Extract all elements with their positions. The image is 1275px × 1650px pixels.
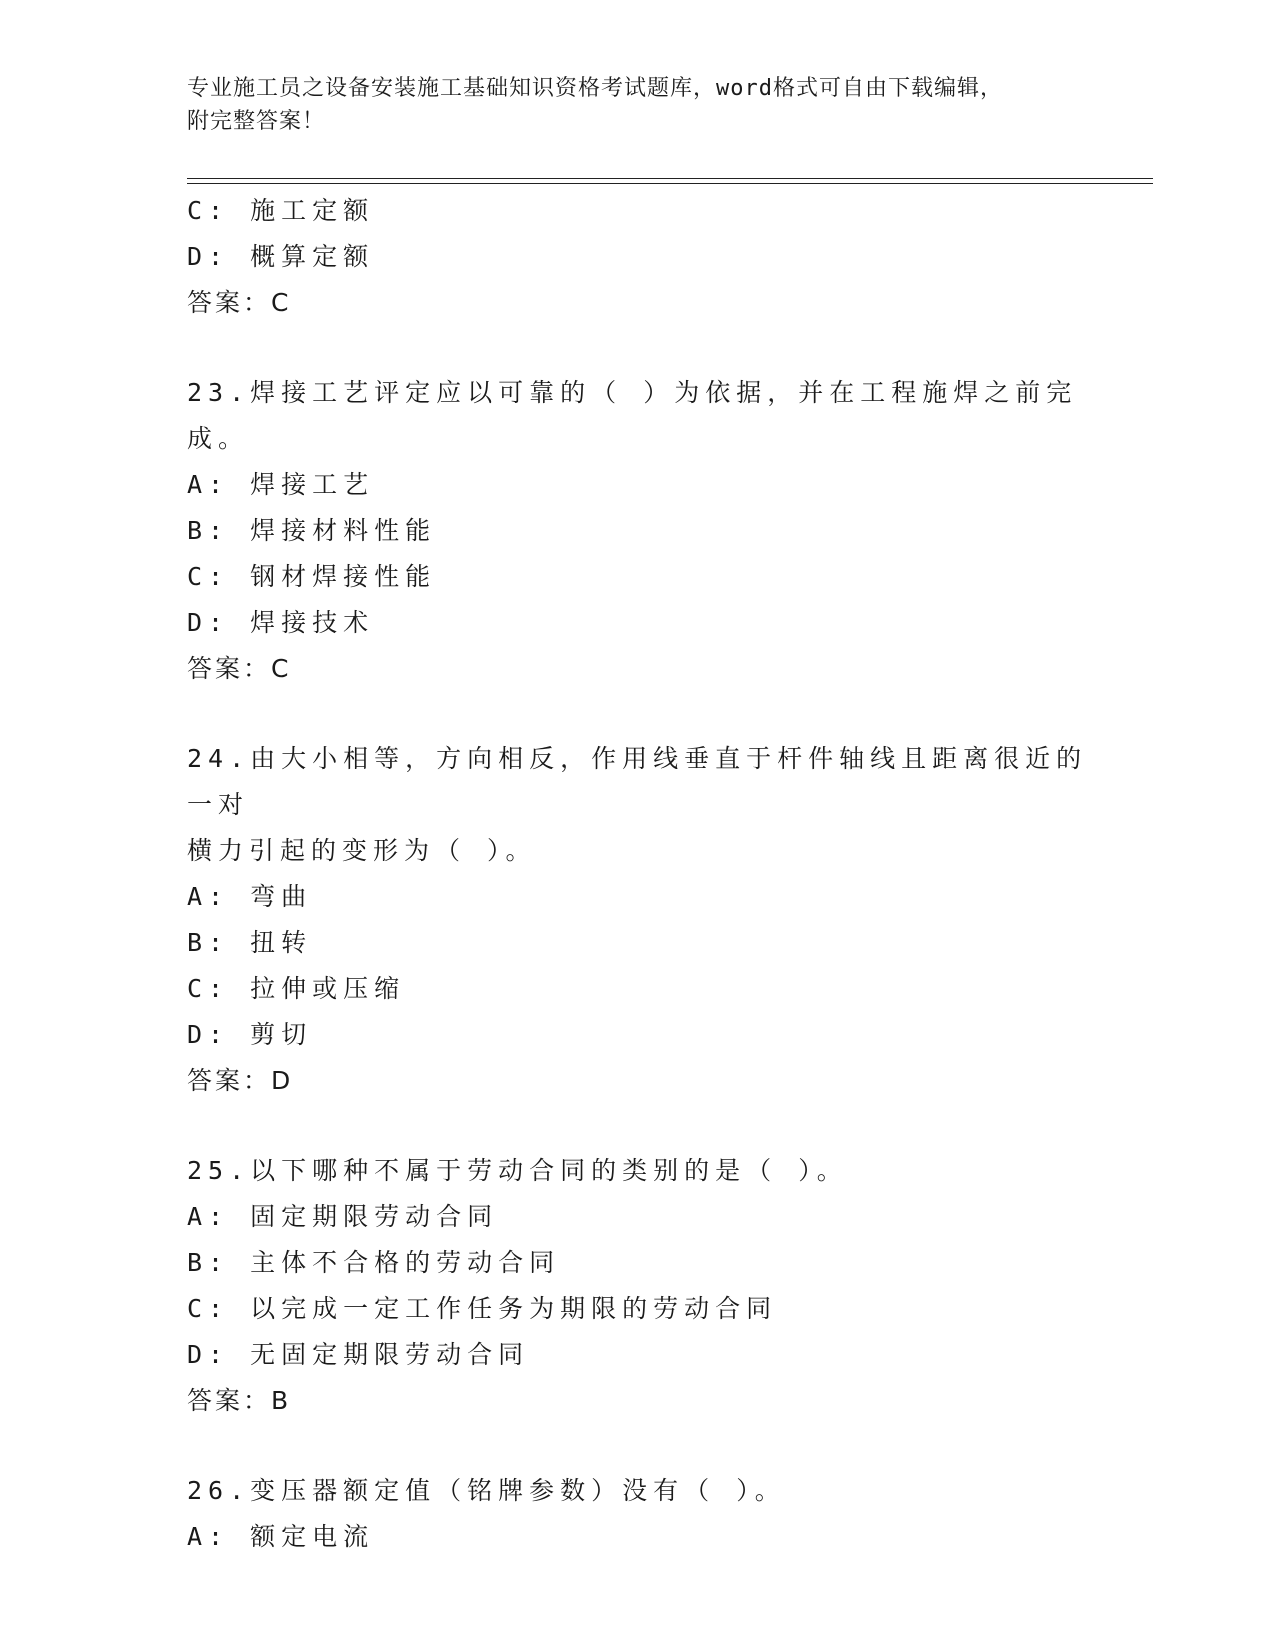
header-divider: [187, 178, 1153, 184]
option-c: C: 施工定额: [187, 196, 375, 225]
question-text: 25.以下哪种不属于劳动合同的类别的是（ ）。: [187, 1156, 848, 1185]
answer-line: 答案：B: [187, 1386, 292, 1415]
option-d: D: 概算定额: [187, 242, 375, 271]
question-25: [187, 1148, 1117, 1424]
answer-line: 答案：D: [187, 1066, 294, 1095]
question-text-line-2: 横力引起的变形为（ ）。: [187, 836, 537, 865]
option-a: A: 焊接工艺: [187, 470, 375, 499]
option-b: B: 焊接材料性能: [187, 516, 437, 545]
question-23: [187, 370, 1117, 692]
option-d: D: 焊接技术: [187, 608, 375, 637]
question-22-continuation: [187, 188, 1117, 326]
document-header: [187, 72, 1067, 138]
question-list: [187, 188, 1117, 1560]
option-a: A: 固定期限劳动合同: [187, 1202, 499, 1231]
question-text: 26.变压器额定值（铭牌参数）没有（ ）。: [187, 1476, 786, 1505]
option-a: A: 额定电流: [187, 1522, 375, 1551]
question-24: [187, 736, 1117, 1104]
answer-line: 答案：C: [187, 288, 292, 317]
option-c: C: 以完成一定工作任务为期限的劳动合同: [187, 1294, 778, 1323]
header-line-2: 附完整答案！: [187, 109, 326, 134]
option-b: B: 扭转: [187, 928, 313, 957]
option-d: D: 剪切: [187, 1020, 313, 1049]
option-d: D: 无固定期限劳动合同: [187, 1340, 530, 1369]
question-text: 23.焊接工艺评定应以可靠的（ ）为依据，并在工程施焊之前完成。: [187, 378, 1078, 453]
option-a: A: 弯曲: [187, 882, 313, 911]
answer-line: 答案：C: [187, 654, 292, 683]
option-b: B: 主体不合格的劳动合同: [187, 1248, 561, 1277]
question-text-line-1: 24.由大小相等，方向相反，作用线垂直于杆件轴线且距离很近的一对: [187, 744, 1088, 819]
header-line-1: 专业施工员之设备安装施工基础知识资格考试题库，word格式可自由下载编辑，: [187, 76, 1003, 101]
option-c: C: 钢材焊接性能: [187, 562, 437, 591]
option-c: C: 拉伸或压缩: [187, 974, 406, 1003]
question-26: [187, 1468, 1117, 1560]
